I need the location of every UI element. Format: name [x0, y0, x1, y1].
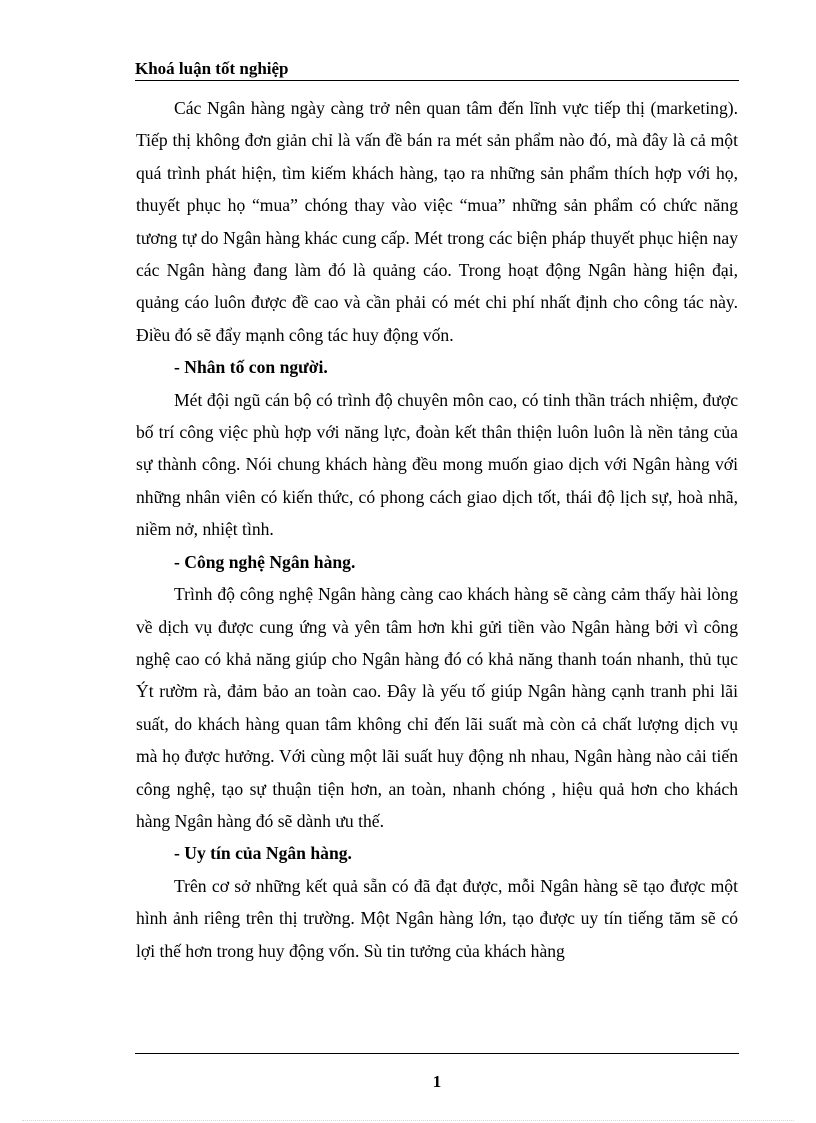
page-number: 1 — [432, 1072, 442, 1091]
body-paragraph: Các Ngân hàng ngày càng trở nên quan tâm đến lĩnh vực tiếp thị (marketing). Tiếp thị không đơn giản chỉ là vấn đề bán ra mét sản phẩm nào đó, mà đây là cả một quá trình phát hiện, tìm kiếm khách hàng, tạo ra những sản phẩm thích hợp với họ, thuyết phục họ “mua” chóng thay vào việc “mua” những sản phẩm có chức năng tương tự do Ngân hàng khác cung cấp. Mét trong các biện pháp thuyết phục hiện nay các Ngân hàng đang làm đó là quảng cáo. Trong hoạt động Ngân hàng hiện đại, quảng cáo luôn được đề cao và cần phải có mét chi phí nhất định cho công tác này. Điều đó sẽ đẩy mạnh công tác huy động vốn. — [136, 98, 738, 345]
document-body — [136, 92, 738, 967]
page-boundary — [22, 1120, 794, 1121]
footer-divider — [135, 1053, 739, 1054]
section-heading: - Công nghệ Ngân hàng. — [174, 551, 356, 572]
body-paragraph: Mét đội ngũ cán bộ có trình độ chuyên môn cao, có tinh thần trách nhiệm, được bố trí công việc phù hợp với năng lực, đoàn kết thân thiện luôn luôn là nền tảng của sự thành công. Nói chung khách hàng đều mong muốn giao dịch với Ngân hàng với những nhân viên có kiến thức, có phong cách giao dịch tốt, thái độ lịch sự, hoà nhã, niềm nở, nhiệt tình. — [136, 389, 738, 540]
page-header-title: Khoá luận tốt nghiệp — [135, 59, 289, 78]
body-paragraph: Trên cơ sở những kết quả sẵn có đã đạt được, mỗi Ngân hàng sẽ tạo được một hình ảnh riêng trên thị trường. Một Ngân hàng lớn, tạo được uy tín tiếng tăm sẽ có lợi thế hơn trong huy động vốn. Sù tin tưởng của khách hàng — [136, 875, 738, 961]
section-heading: - Nhân tố con người. — [174, 357, 328, 378]
section-heading: - Uy tín của Ngân hàng. — [174, 843, 352, 864]
body-paragraph: Trình độ công nghệ Ngân hàng càng cao khách hàng sẽ càng cảm thấy hài lòng về dịch vụ được cung ứng và yên tâm hơn khi gửi tiền vào Ngân hàng bởi vì công nghệ cao có khả năng giúp cho Ngân hàng đó có khả năng thanh toán nhanh, thủ tục Ýt rườm rà, đảm bảo an toàn cao. Đây là yếu tố giúp Ngân hàng cạnh tranh phi lãi suất, do khách hàng quan tâm không chỉ đến lãi suất mà còn cả chất lượng dịch vụ mà họ được hưởng. Với cùng một lãi suất huy động nh nhau, Ngân hàng nào cải tiến công nghệ, tạo sự thuận tiện hơn, an toàn, nhanh chóng , hiệu quả hơn cho khách hàng Ngân hàng đó sẽ dành ưu thế. — [136, 584, 738, 831]
header-divider — [135, 80, 739, 81]
